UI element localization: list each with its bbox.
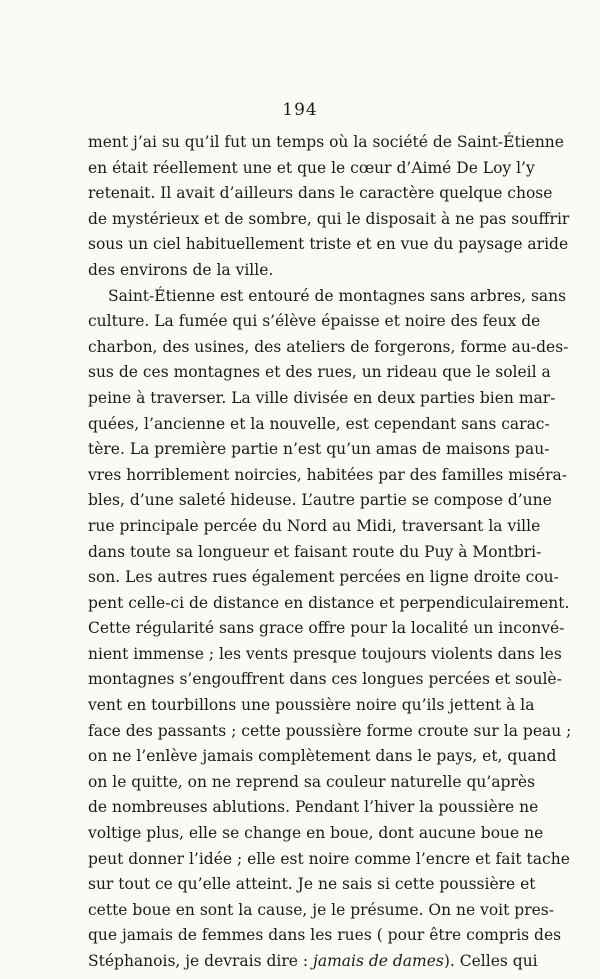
text-line xyxy=(88,284,567,310)
text-line-content: tère. La première partie n’est qu’un amas de maisons pau- xyxy=(88,440,550,459)
text-line xyxy=(88,795,539,821)
text-line xyxy=(88,872,536,898)
text-line xyxy=(88,847,570,873)
text-line xyxy=(88,693,535,719)
text-line xyxy=(88,949,538,975)
text-line-content: Cette régularité sans grace offre pour la localité un inconvé- xyxy=(88,619,565,638)
text-line xyxy=(88,770,536,796)
text-line xyxy=(88,232,569,258)
text-line-content: rue principale percée du Nord au Midi, traversant la ville xyxy=(88,516,541,535)
text-line-content: on le quitte, on ne reprend sa couleur naturelle qu’après xyxy=(88,772,536,791)
text-line xyxy=(88,335,569,361)
text-line xyxy=(88,181,553,207)
text-line-content: dans toute sa longueur et faisant route du Puy à Montbri- xyxy=(88,542,542,561)
text-line xyxy=(88,309,541,335)
italic-phrase: jamais de dames xyxy=(313,952,444,970)
text-line-tail: ). Celles qui xyxy=(443,952,538,970)
text-line xyxy=(88,488,552,514)
text-line-content: pent celle-ci de distance en distance et perpendiculairement. xyxy=(88,593,570,612)
text-line-content: vent en tourbillons une poussière noire qu’ils jettent à la xyxy=(88,696,535,715)
text-line-content: sus de ces montagnes et des rues, un rideau que le soleil a xyxy=(88,363,551,382)
text-line xyxy=(88,591,570,617)
text-line-content: voltige plus, elle se change en boue, dont aucune boue ne xyxy=(88,824,544,843)
text-line-content: montagnes s’engouffrent dans ces longues percées et soulè- xyxy=(88,670,562,689)
body-text xyxy=(88,130,572,975)
text-line xyxy=(88,642,562,668)
text-line-content: peine à traverser. La ville divisée en deux parties bien mar- xyxy=(88,388,556,407)
text-line-content: on ne l’enlève jamais complètement dans le pays, et, quand xyxy=(88,747,557,766)
text-line-content: ment j’ai su qu’il fut un temps où la société de Saint-Étienne xyxy=(88,133,564,151)
text-line xyxy=(88,207,570,233)
text-line-content: sous un ciel habituellement triste et en vue du paysage aride xyxy=(88,235,569,254)
text-line-content: face des passants ; cette poussière forme croute sur la peau ; xyxy=(88,721,572,740)
text-line xyxy=(88,565,559,591)
page-number: 194 xyxy=(282,100,318,120)
text-line-content: nient immense ; les vents presque toujours violents dans les xyxy=(88,644,562,663)
text-line-content: sur tout ce qu’elle atteint. Je ne sais si cette poussière et xyxy=(88,875,536,894)
text-line xyxy=(88,360,551,386)
text-line-content: de nombreuses ablutions. Pendant l’hiver la poussière ne xyxy=(88,798,539,817)
text-line xyxy=(88,898,554,924)
text-line xyxy=(88,156,535,182)
text-line xyxy=(88,616,565,642)
text-line xyxy=(88,923,562,949)
text-line xyxy=(88,514,541,540)
text-line-content: quées, l’ancienne et la nouvelle, est cependant sans carac- xyxy=(88,414,550,433)
text-line-content: charbon, des usines, des ateliers de forgerons, forme au-des- xyxy=(88,337,569,356)
text-line-content: en était réellement une et que le cœur d’Aimé De Loy l’y xyxy=(88,158,535,177)
text-line-content: son. Les autres rues également percées en ligne droite cou- xyxy=(88,568,559,587)
text-line-content: retenait. Il avait d’ailleurs dans le caractère quelque chose xyxy=(88,184,553,203)
text-line xyxy=(88,667,562,693)
text-line-content: vres horriblement noircies, habitées par des familles miséra- xyxy=(88,465,567,484)
text-line-content: cette boue en sont la cause, je le présume. On ne voit pres- xyxy=(88,900,554,919)
text-line xyxy=(88,412,550,438)
text-line xyxy=(88,540,542,566)
text-line xyxy=(88,821,544,847)
text-line xyxy=(88,258,510,284)
text-line-content: peut donner l’idée ; elle est noire comme l’encre et fait tache xyxy=(88,849,570,868)
text-line-content: de mystérieux et de sombre, qui le disposait à ne pas souffrir xyxy=(88,209,570,228)
text-line-content: Stéphanois, je devrais dire : xyxy=(88,952,314,970)
text-line xyxy=(88,744,557,770)
text-line xyxy=(88,719,572,745)
text-line-content: que jamais de femmes dans les rues ( pour être compris des xyxy=(88,926,562,945)
text-line xyxy=(88,463,567,489)
text-line-content: des environs de la ville. xyxy=(88,260,274,279)
text-line xyxy=(88,130,564,156)
text-line-content: bles, d’une saleté hideuse. L’autre partie se compose d’une xyxy=(88,491,552,510)
text-line-content: Saint-Étienne est entouré de montagnes sans arbres, sans xyxy=(108,286,567,305)
text-line xyxy=(88,437,550,463)
text-line xyxy=(88,386,556,412)
text-line-content: culture. La fumée qui s’élève épaisse et noire des feux de xyxy=(88,312,541,331)
